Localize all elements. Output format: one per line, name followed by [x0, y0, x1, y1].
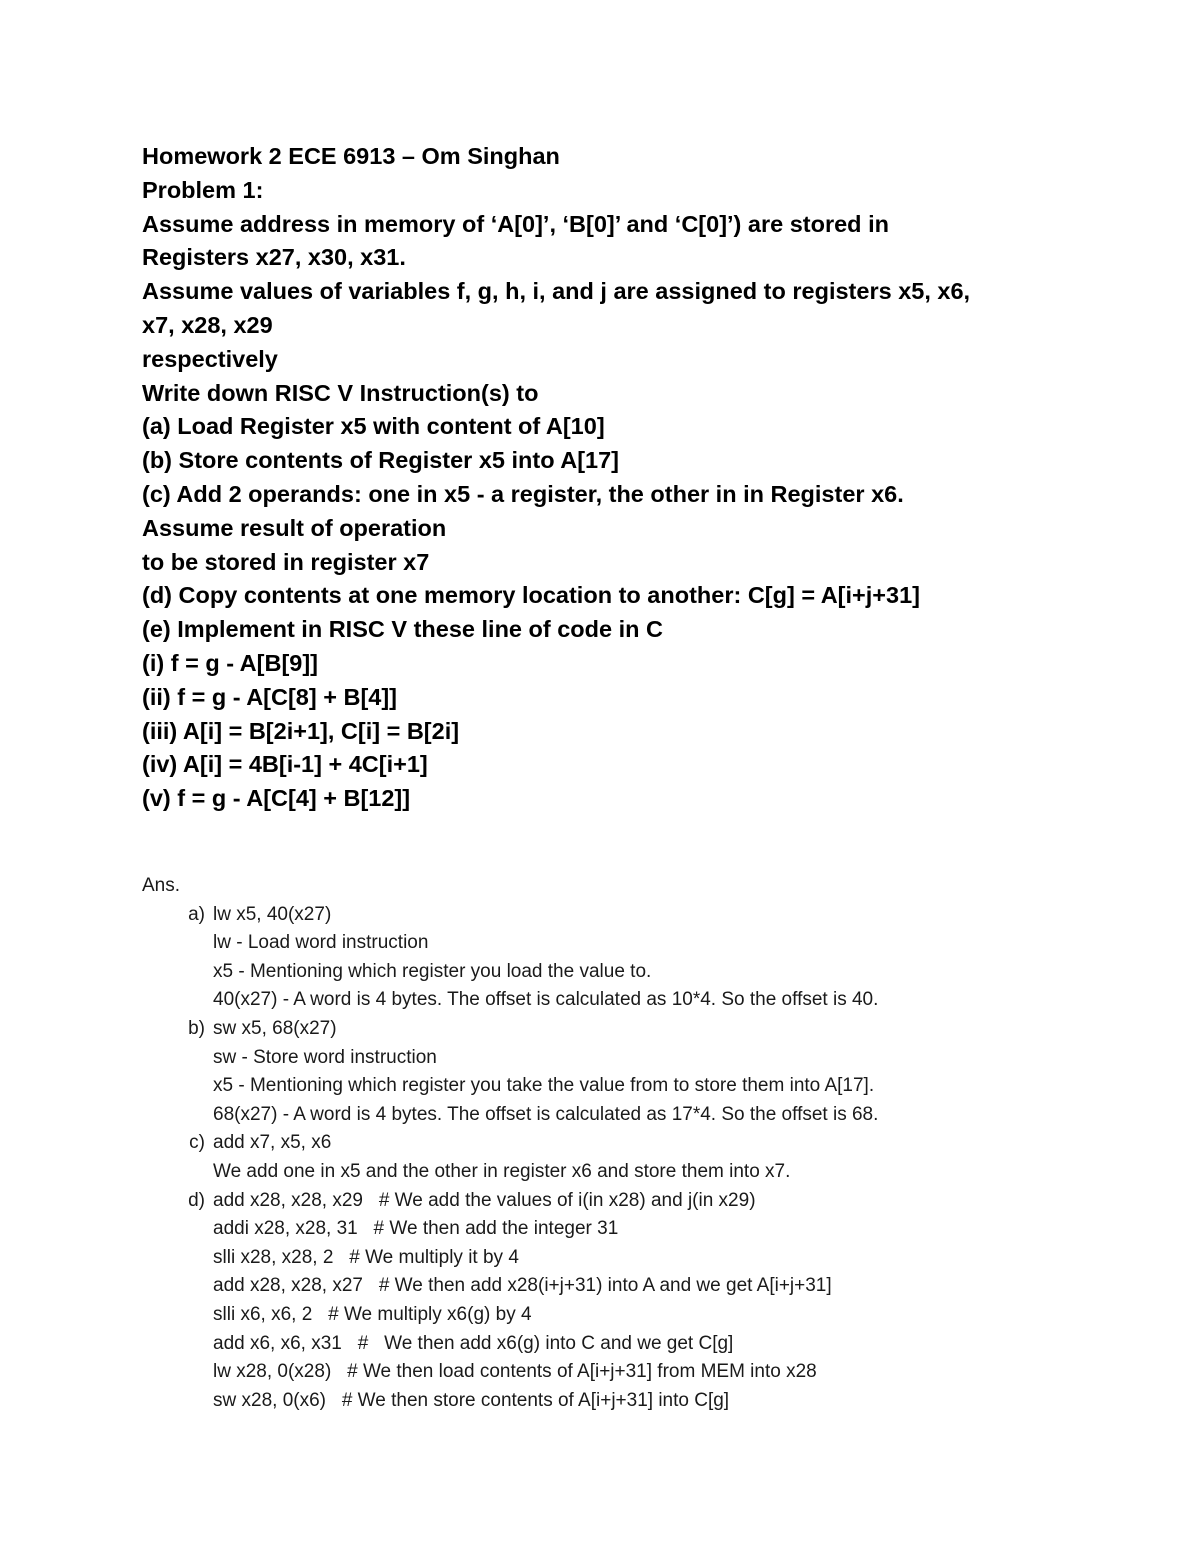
answer-line: add x6, x6, x31 # We then add x6(g) into C and we get C[g] [213, 1332, 734, 1354]
problem-line: to be stored in register x7 [142, 548, 430, 575]
problem-line: x7, x28, x29 [142, 311, 273, 338]
list-marker: b) [188, 1017, 205, 1039]
answer-line: lw x28, 0(x28) # We then load contents of A[i+j+31] from MEM into x28 [213, 1361, 817, 1383]
answer-line: sw - Store word instruction [213, 1046, 437, 1068]
problem-line: Write down RISC V Instruction(s) to [142, 379, 539, 406]
document-title: Homework 2 ECE 6913 – Om Singhan [142, 143, 560, 169]
answer-line: lw - Load word instruction [213, 932, 429, 954]
answer-line: 68(x27) - A word is 4 bytes. The offset is calculated as 17*4. So the offset is 68. [213, 1103, 879, 1125]
problem-line: (iv) A[i] = 4B[i-1] + 4C[i+1] [142, 751, 428, 778]
answer-line: x5 - Mentioning which register you load the value to. [213, 960, 652, 982]
answer-line: lw x5, 40(x27) [213, 903, 332, 925]
problem-statement [142, 140, 1102, 816]
problem-line: (e) Implement in RISC V these line of code in C [142, 616, 663, 643]
answer-line: slli x6, x6, 2 # We multiply x6(g) by 4 [213, 1303, 532, 1325]
problem-line: Assume result of operation [142, 514, 447, 541]
answer-line: add x7, x5, x6 [213, 1132, 332, 1154]
problem-line: respectively [142, 345, 278, 372]
answer-item-b [142, 1015, 878, 1129]
problem-line: (ii) f = g - A[C[8] + B[4]] [142, 683, 398, 710]
problem-line: Problem 1: [142, 176, 264, 203]
answer-line: x5 - Mentioning which register you take the value from to store them into A[17]. [213, 1075, 875, 1097]
list-marker: a) [188, 903, 205, 925]
problem-line: (c) Add 2 operands: one in x5 - a register, the other in in Register x6. [142, 480, 904, 507]
problem-line: (a) Load Register x5 with content of A[10] [142, 413, 605, 440]
answer-item-c [142, 1129, 878, 1186]
problem-line: (i) f = g - A[B[9]] [142, 649, 318, 676]
answers-label: Ans. [142, 875, 181, 896]
answer-line: sw x5, 68(x27) [213, 1017, 337, 1039]
problem-line: (d) Copy contents at one memory location to another: C[g] = A[i+j+31] [142, 582, 920, 609]
answer-line: 40(x27) - A word is 4 bytes. The offset is calculated as 10*4. So the offset is 40. [213, 989, 879, 1011]
answer-line: sw x28, 0(x6) # We then store contents of A[i+j+31] into C[g] [213, 1389, 730, 1411]
answers-section [142, 872, 878, 1415]
problem-line: (iii) A[i] = B[2i+1], C[i] = B[2i] [142, 717, 460, 744]
answer-line: add x28, x28, x29 # We add the values of i(in x28) and j(in x29) [213, 1189, 756, 1211]
problem-line: (b) Store contents of Register x5 into A[17] [142, 447, 620, 474]
problem-line: Registers x27, x30, x31. [142, 244, 406, 271]
answer-item-d [142, 1187, 878, 1416]
problem-line: Assume address in memory of ‘A[0]’, ‘B[0]’ and ‘C[0]’) are stored in [142, 210, 889, 237]
answer-line: addi x28, x28, 31 # We then add the integer 31 [213, 1218, 619, 1240]
answer-line: add x28, x28, x27 # We then add x28(i+j+31) into A and we get A[i+j+31] [213, 1275, 832, 1297]
answer-line: We add one in x5 and the other in register x6 and store them into x7. [213, 1160, 791, 1182]
list-marker: c) [189, 1132, 205, 1154]
list-marker: d) [188, 1189, 205, 1211]
problem-line: (v) f = g - A[C[4] + B[12]] [142, 785, 411, 812]
answer-item-a [142, 901, 878, 1015]
problem-line: Assume values of variables f, g, h, i, and j are assigned to registers x5, x6, [142, 278, 971, 305]
answer-line: slli x28, x28, 2 # We multiply it by 4 [213, 1246, 519, 1268]
